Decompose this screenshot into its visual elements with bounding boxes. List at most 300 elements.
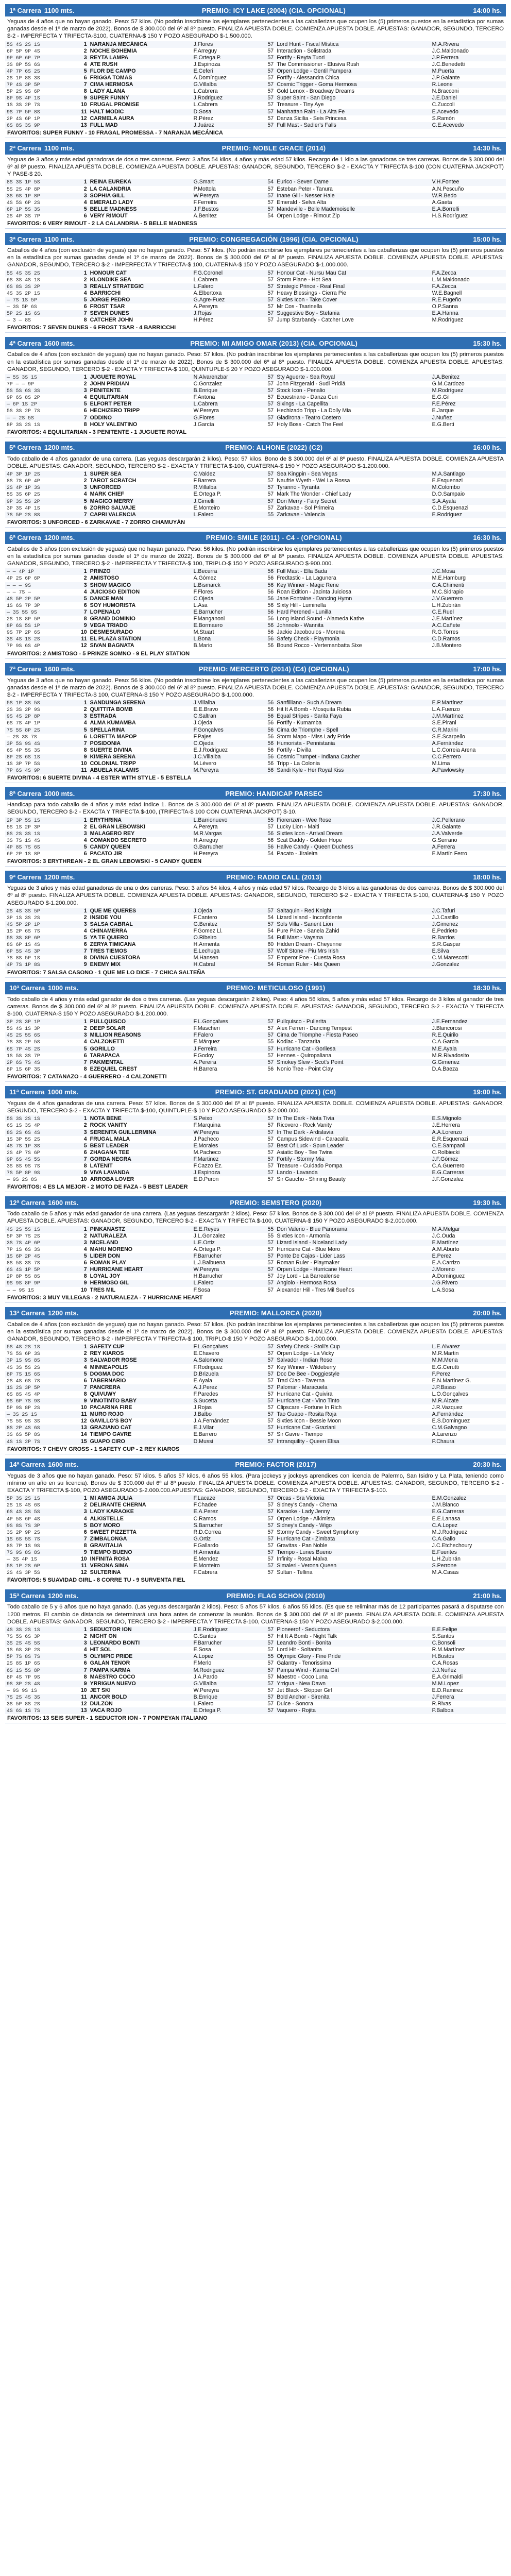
race-header: [5, 142, 506, 155]
runner-pedigree: Lando - Lavanda: [277, 1170, 318, 1176]
runner-row: [5, 1039, 506, 1045]
runner-weight: 57: [267, 381, 274, 387]
runner-horse: LEONARDO BONTI: [90, 1640, 140, 1647]
runner-jockey: J.A.Fernández: [193, 1418, 229, 1425]
race-header-left: [9, 144, 74, 152]
runner-record: — 3S 5S 9S: [7, 609, 37, 615]
runner-horse: ODDINO: [90, 414, 112, 421]
runner-record: 8P 6S 5S 1P: [7, 623, 40, 629]
runner-record: — 9S 2S 8S: [7, 1177, 37, 1183]
runner-trainer: S.R.Gaspar: [432, 941, 461, 948]
runners-table: [5, 1115, 506, 1183]
runner-pedigree: Heavy Blessings - Cierra Pie: [277, 290, 347, 296]
runner-horse: CALZONETTI: [90, 1039, 125, 1045]
runner-pedigree: Sandi Kyle - Her Royal Kiss: [277, 767, 344, 774]
runner-record: 3S 2P 9P 2S: [7, 1529, 40, 1535]
runner-horse: DULZÓN: [90, 1701, 113, 1707]
runner-number: 4: [83, 1364, 87, 1370]
runner-horse: VEGA TRIADO: [90, 622, 128, 629]
runner-trainer: C.R.Marini: [432, 726, 458, 733]
runner-weight: 57: [267, 185, 274, 192]
runner-number: 5: [83, 1522, 87, 1529]
runner-record: — 3S 5P 6S: [7, 304, 37, 310]
runner-trainer: L.M.Maldonado: [432, 276, 470, 283]
runner-row: [5, 955, 506, 961]
runner-jockey: J.Villalba: [193, 700, 215, 706]
runner-record: 2S 4S 3P 5S: [7, 1570, 40, 1576]
runner-weight: 57: [267, 491, 274, 498]
runner-row: [5, 629, 506, 636]
runner-jockey: R.Pérez: [193, 115, 213, 122]
runner-record: 1S 3S 2P 7S: [7, 102, 40, 108]
runner-jockey: F.Falero: [193, 1032, 213, 1039]
race-header: [5, 1196, 506, 1209]
runner-trainer: J.G.Rivero: [432, 1280, 458, 1286]
runner-row: [5, 1149, 506, 1156]
runner-row: [5, 1694, 506, 1701]
runner-trainer: J.Nuñez: [432, 414, 452, 421]
runner-horse: VERONA SIMA: [90, 1563, 128, 1569]
runner-pedigree: Sanfilliano - Such A Dream: [277, 700, 342, 706]
runner-record: 2S 4P 7S 6P: [7, 1149, 40, 1156]
runner-horse: PULLQUISCO: [90, 1019, 126, 1025]
runner-number: 1: [83, 1115, 87, 1122]
runner-weight: 57: [267, 1357, 274, 1364]
runner-jockey: E.E.Reyes: [193, 1226, 219, 1232]
runner-horse: HALT MODIC: [90, 108, 124, 115]
runner-weight: 57: [267, 907, 274, 914]
runner-weight: 57: [267, 1350, 274, 1357]
runner-weight: 57: [267, 61, 274, 67]
runner-trainer: A.C.Cañete: [432, 622, 461, 629]
runner-horse: FLOR DE CAMPO: [90, 67, 136, 74]
runner-weight: 57: [267, 1556, 274, 1563]
runner-record: 3S 6S 1P 8P: [7, 193, 40, 199]
runner-record: 6P 2P 1S 8P: [7, 851, 40, 857]
runner-trainer: C.M.Galvagno: [432, 1425, 467, 1431]
runner-number: 6: [83, 1529, 87, 1535]
runner-trainer: A.Dominguez: [432, 1273, 465, 1280]
runner-number: 5: [83, 206, 87, 212]
runner-number: 3: [83, 1032, 87, 1039]
race-prize: PREMIO: METICULOSO (1991): [226, 984, 326, 992]
runner-record: 2P 8P 5S 8S: [7, 1274, 40, 1280]
runner-jockey: J.Gimelli: [193, 498, 215, 504]
runner-jockey: C.Ojeda: [193, 740, 214, 747]
runner-number: 13: [80, 1707, 87, 1714]
runner-pedigree: Hallve Candy - Queen Duchess: [277, 843, 353, 850]
race-block: [5, 1307, 506, 1454]
runner-record: 1S 6S 7P 3P: [7, 602, 40, 608]
runner-pedigree: Stormy Candy - Sweet Symphony: [277, 1529, 359, 1535]
runner-horse: CANDY QUEEN: [90, 843, 130, 850]
runner-record: 2S 4S 3S 5P: [7, 908, 40, 914]
runner-jockey: F.Antona: [193, 394, 215, 401]
runner-jockey: H.Arreguy: [193, 837, 218, 843]
runner-horse: GRAVITALIA: [90, 1542, 123, 1549]
runner-record: 6S 7P 4S 2S: [7, 1046, 40, 1052]
runner-weight: 55: [267, 511, 274, 518]
runner-weight: 56: [267, 588, 274, 595]
runner-pedigree: Sixties Icon - Arrival Dream: [277, 830, 343, 837]
runner-row: [5, 1556, 506, 1563]
runner-trainer: M.A.Rivera: [432, 41, 459, 47]
runner-number: 2: [83, 1502, 87, 1509]
runner-weight: 57: [267, 1142, 274, 1149]
runner-record: 1S 3P 5S 2S: [7, 1136, 40, 1142]
runner-number: 4: [83, 1039, 87, 1045]
runner-trainer: F.A.Zecca: [432, 283, 456, 290]
runner-horse: ESTRADA: [90, 713, 116, 720]
runner-jockey: E.Barrero: [193, 1431, 217, 1438]
runner-row: [5, 61, 506, 68]
runner-horse: EL PLAZA STATION: [90, 636, 141, 642]
runner-trainer: J.F.Gómez: [432, 1156, 458, 1162]
runner-jockey: F.Sosa: [193, 1286, 210, 1293]
runner-trainer: F.Perez: [432, 1370, 451, 1377]
runner-pedigree: Super Saint - San Diego: [277, 95, 336, 101]
runner-record: 3S 8S 9S 7S: [7, 1163, 40, 1169]
runner-trainer: M.Rodríguez: [432, 317, 464, 324]
runner-weight: 56: [267, 642, 274, 649]
runner-pedigree: Pure Prize - Sanela Zahid: [277, 928, 339, 935]
race-conditions: Yeguas de 3 años y más edad ganadoras de una o dos carreras. Peso: 3 años 54 kilos, 4 años y más edad 57 kilos. Recargo de 3 kilos a las ganadoras de dos carreras. Bonos de $ 300.000 del 6º al 8º puesto. FINALIZA APUESTA DOBLE. COMIENZA APUESTA DOBLE. APUESTAS: GANADOR, SEGUNDO, TERCERO $-2 - EXACTA Y TRIFECTA $-100, CUATERNA-$ 150 Y POZO ASEGURADO $-1.200.000.: [7, 885, 504, 906]
race-header: [5, 1086, 506, 1098]
runner-jockey: B.Enrique: [193, 387, 218, 394]
runner-pedigree: Sidney's Candy - Cherna: [277, 1502, 337, 1509]
runner-trainer: J.P.Galante: [432, 75, 460, 81]
runner-row: [5, 505, 506, 512]
runner-trainer: J.P.Basso: [432, 1384, 456, 1391]
runner-jockey: L.Falero: [193, 1701, 214, 1707]
runner-trainer: A.Fernández: [432, 1411, 464, 1418]
race-favorites: FAVORITOS: SUPER FUNNY - 10 FRAGAL PROMESSA - 7 NARANJA MECÁNICA: [5, 129, 506, 138]
race-prize: PREMIO: CONGREGACIÓN (1996) (CIA. OPCIONAL): [189, 235, 359, 243]
race-favorites: FAVORITOS: 3 UNFORCED - 6 ZARKAVAE - 7 ZORRO CHAMUYÁN: [5, 518, 506, 528]
runner-weight: 57: [267, 921, 274, 927]
runner-horse: OLYMPIC PRIDE: [90, 1653, 133, 1660]
runner-number: 1: [83, 179, 87, 185]
race-time: 16:00 hs.: [473, 444, 502, 452]
runner-pedigree: Sea Kingpin - Sea Vegas: [277, 471, 337, 478]
runner-record: — 7S 1S 5P: [7, 297, 37, 303]
runner-horse: SOPHIA GILL: [90, 192, 125, 199]
runner-number: 3: [83, 830, 87, 837]
runner-trainer: W.E.Bagnell: [432, 290, 462, 296]
race-header-left: [9, 665, 75, 673]
runner-horse: GORDA NEGRA: [90, 1156, 131, 1162]
race-block: [5, 982, 506, 1082]
runner-trainer: R.G.Torres: [432, 629, 458, 636]
runner-jockey: E.Lechuga: [193, 948, 220, 955]
runner-pedigree: Mr Cos - Tsarinella: [277, 303, 322, 310]
runner-weight: 55: [267, 1653, 274, 1660]
runner-horse: AMISTOSO: [90, 575, 119, 582]
runner-jockey: H.Armenta: [193, 941, 220, 948]
race-block: [5, 663, 506, 784]
runner-row: [5, 747, 506, 754]
race-conditions: Yeguas de 3 años y más edad ganadoras de dos o tres carreras. Peso: 3 años 54 kilos, 4 años y más edad 57 kilos. Recargo de 1 kilo a las ganadoras de tres carreras. Bonos de $ 300.000 del 6º al 8º puesto. FINALIZA APUESTA DOBLE. COMIENZA APUESTA DOBLE. APUESTAS: GANADOR, SEGUNDO, TERCERO $-2 - EXACTA Y TRIFECTA $-100 (CON CUATERNA JACKPOT) Y PASE-$ 20.: [7, 156, 504, 178]
runner-weight: 56: [267, 706, 274, 713]
runner-row: [5, 1378, 506, 1384]
runner-horse: HECHIZERO TRIPP: [90, 408, 140, 414]
runners-table: [5, 700, 506, 774]
runner-weight: 57: [267, 192, 274, 199]
runner-row: [5, 303, 506, 310]
runner-pedigree: Hit It A Bomb - Night Talk: [277, 1633, 337, 1640]
runner-horse: DOGMA DOC: [90, 1370, 125, 1377]
runner-number: 2: [83, 1025, 87, 1032]
runner-row: [5, 824, 506, 831]
runner-horse: FRUGAL PROMISE: [90, 101, 140, 108]
runner-horse: SALSA CABRAL: [90, 921, 133, 927]
runner-weight: 57: [267, 1667, 274, 1673]
race-header-left: [9, 534, 75, 541]
runner-number: 6: [83, 851, 87, 857]
runner-pedigree: Storm Mapo - Miss Lady Pride: [277, 733, 350, 740]
race-time: 14:30 hs.: [473, 144, 502, 152]
runner-pedigree: Zarkavae - Sol Primeira: [277, 504, 334, 511]
runner-trainer: W.R.Bedo: [432, 192, 457, 199]
race-block: [5, 1196, 506, 1302]
runners-table: [5, 1344, 506, 1445]
runner-trainer: E.A.Carrizo: [432, 1260, 460, 1266]
race-conditions: Handicap para todo caballo de 4 años y más edad índice 1. Bonos de $ 300.000 del 6º al 8º puesto. FINALIZA APUESTA DOBLE. COMIENZA APUESTA DOBLE. APUESTAS: GANADOR, SEGUNDO, TERCERO $-2 - EXACTA Y TRIFECTA $-100, (TRIFECTA-$ 100 CON CUATERNA JACKPOT) $-10.: [7, 802, 504, 816]
runner-weight: 57: [267, 1052, 274, 1059]
runner-pedigree: Orpen Lodge - Hurricane Heart: [277, 1266, 352, 1273]
runner-row: [5, 88, 506, 95]
runner-number: 3: [83, 582, 87, 588]
runner-row: [5, 1176, 506, 1183]
runner-pedigree: In The Dark - Nota Tivia: [277, 1115, 334, 1122]
runner-trainer: A.Gaeta: [432, 199, 452, 206]
runner-horse: SPELLARINA: [90, 726, 125, 733]
runner-row: [5, 1344, 506, 1350]
runner-horse: MALAGERO REY: [90, 830, 135, 837]
race-block: [5, 4, 506, 138]
runner-record: 8P 1S 6P 3S: [7, 1066, 40, 1072]
runner-jockey: A.Pereyra: [193, 823, 218, 830]
race-distance: 1100 mts.: [44, 6, 75, 14]
runner-trainer: M.E.Hamburg: [432, 575, 466, 582]
runner-weight: 56: [267, 595, 274, 602]
runner-row: [5, 415, 506, 421]
runners-table: [5, 908, 506, 969]
runner-horse: GAVILLO'S BOY: [90, 1418, 132, 1425]
runner-horse: HIT SOL: [90, 1647, 112, 1653]
runner-record: — 6P 1S 2P: [7, 401, 37, 408]
runner-number: 12: [80, 642, 87, 649]
runner-pedigree: Emerald - Selva Alta: [277, 199, 327, 206]
runner-record: 7P 1S 6S 3S: [7, 1246, 40, 1252]
race-distance: 1200 mts.: [44, 534, 75, 542]
runner-record: 8P 3S 2S 1S: [7, 421, 40, 428]
race-header-left: [9, 984, 78, 992]
runner-record: 5S 4S 2S 1S: [7, 1344, 40, 1350]
race-favorites: FAVORITOS: 7 SALSA CASONO - 1 QUE ME LO DICE - 7 CHICA SALTEÑA: [5, 969, 506, 978]
runner-weight: 57: [267, 1569, 274, 1576]
runner-jockey: J.Flores: [193, 41, 213, 47]
race-header-left: [9, 1592, 78, 1600]
runner-jockey: G.Villalba: [193, 1680, 217, 1687]
runner-record: — 3S 4P 1S: [7, 1556, 37, 1563]
runner-number: 3: [83, 1509, 87, 1515]
runner-row: [5, 1053, 506, 1059]
runner-pedigree: Cima de Triomphe - Spell: [277, 726, 338, 733]
runner-horse: CAPRI VALENCIA: [90, 511, 136, 518]
runner-weight: 57: [267, 1122, 274, 1129]
runner-number: 5: [83, 498, 87, 504]
runner-number: 3: [83, 54, 87, 61]
runner-weight: 57: [267, 303, 274, 310]
runner-row: [5, 1364, 506, 1371]
runner-record: 3S 5P 8S 2S: [7, 1701, 40, 1707]
runner-pedigree: Leandro Bonti - Bonita: [277, 1640, 331, 1647]
runner-trainer: A.N.Pescuño: [432, 185, 464, 192]
runner-trainer: J.R.Vazquez: [432, 1404, 463, 1411]
runner-row: [5, 421, 506, 428]
runner-horse: TAROT SCRATCH: [90, 478, 137, 484]
runners-table: [5, 374, 506, 428]
runner-pedigree: Treasure - Cuidado Pompa: [277, 1163, 343, 1169]
runner-row: [5, 381, 506, 387]
runner-row: [5, 471, 506, 478]
runner-weight: 57: [267, 1680, 274, 1687]
runner-row: [5, 831, 506, 837]
runner-number: 6: [83, 1260, 87, 1266]
runner-horse: PACARINA FIRE: [90, 1404, 132, 1411]
runner-row: [5, 1667, 506, 1674]
runner-pedigree: Yrrigua - New Dawn: [277, 1680, 326, 1687]
runner-jockey: L.J.Balbuena: [193, 1260, 226, 1266]
runner-horse: GUAPO CIRO: [90, 1438, 125, 1445]
runner-record: 3S 7S 4P 6P: [7, 1240, 40, 1246]
runner-jockey: A.Benitez: [193, 212, 217, 219]
runner-trainer: M.A.Santiago: [432, 471, 465, 478]
runner-record: 6P 5S 4S 3P: [7, 948, 40, 955]
race-prize: PREMIO: ALHONE (2022) (C2): [225, 444, 323, 452]
runner-weight: 57: [267, 504, 274, 511]
runner-row: [5, 1384, 506, 1391]
race-number: 14ª Carrera: [9, 1461, 45, 1469]
runner-number: 5: [83, 1045, 87, 1052]
runner-jockey: W.Pereyra: [193, 1687, 219, 1693]
runner-pedigree: Sir Gaucho - Shining Beauty: [277, 1176, 346, 1183]
runner-horse: MAESTRO COCO: [90, 1673, 135, 1680]
runner-horse: ARROBA LOVER: [90, 1176, 134, 1183]
race-header: [5, 233, 506, 245]
runner-number: 5: [83, 1253, 87, 1260]
runner-number: 8: [83, 1391, 87, 1397]
runner-number: 4: [83, 61, 87, 67]
runner-jockey: A.Pereira: [193, 1059, 216, 1065]
runner-horse: VINOTINTO BABY: [90, 1397, 137, 1404]
runner-weight: 57: [267, 1266, 274, 1273]
race-number: 10ª Carrera: [9, 984, 45, 992]
runner-record: 4S 5P 2P 5P: [7, 596, 40, 602]
race-prize: PREMIO: RADIO CALL (2013): [226, 873, 322, 881]
runner-jockey: F.Cantero: [193, 914, 217, 921]
runner-jockey: L.Falero: [193, 1280, 214, 1286]
runner-weight: 57: [267, 1136, 274, 1142]
runner-pedigree: Jump Starbandy - Catcher Love: [277, 317, 354, 324]
runner-weight: 57: [267, 1404, 274, 1411]
runner-pedigree: Sixties Icon - Bessie Moon: [277, 1418, 342, 1425]
runner-jockey: F.Paredes: [193, 1391, 218, 1397]
runner-jockey: J.Ojeda: [193, 907, 213, 914]
runner-jockey: A.Salomone: [193, 1357, 224, 1364]
race-header-left: [9, 873, 75, 881]
runner-number: 4: [83, 1515, 87, 1522]
race-block: [5, 142, 506, 229]
runner-row: [5, 199, 506, 206]
runner-jockey: G.Flores: [193, 414, 215, 421]
runner-horse: SUPER SEA: [90, 471, 122, 478]
runner-number: 2: [83, 1350, 87, 1357]
runner-record: 4P 5S 6P 4S: [7, 1516, 40, 1522]
runner-jockey: J.Ojeda: [193, 720, 213, 726]
runner-trainer: G.Gimenez: [432, 1059, 460, 1065]
runner-horse: COLONIAL TRIPP: [90, 760, 136, 767]
runner-weight: 56: [267, 720, 274, 726]
runner-trainer: E.S.Dominguez: [432, 1418, 470, 1425]
runner-pedigree: Lizard Island - Inconfidente: [277, 914, 343, 921]
runner-row: [5, 1019, 506, 1025]
runner-weight: 57: [267, 1502, 274, 1509]
runner-row: [5, 1260, 506, 1266]
race-time: 21:00 hs.: [473, 1591, 502, 1600]
runner-pedigree: Scat Daddy - Golden Hope: [277, 837, 342, 843]
runner-record: — — 7S —: [7, 589, 31, 595]
runner-row: [5, 596, 506, 602]
runner-number: 4: [83, 1136, 87, 1142]
runner-jockey: G.Agre-Fuez: [193, 296, 225, 303]
runner-trainer: J.Gonzalez: [432, 961, 459, 968]
runner-jockey: F.Lacaze: [193, 1495, 215, 1502]
runner-trainer: J.B.Montero: [432, 642, 462, 649]
runner-number: 4: [83, 290, 87, 296]
runner-record: 4S 6S 1S 7S: [7, 1708, 40, 1714]
runner-weight: 57: [267, 1693, 274, 1700]
race-time: 15:00 hs.: [473, 235, 502, 243]
runner-trainer: M.M.Lopez: [432, 1680, 459, 1687]
runner-jockey: J.Juárez: [193, 122, 214, 128]
runner-trainer: E.S.Mignolo: [432, 1115, 462, 1122]
race-number: 7ª Carrera: [9, 665, 41, 673]
runner-pedigree: Ponte De Cajas - Lider Lass: [277, 1253, 345, 1260]
runner-jockey: W.Pereyra: [193, 1266, 219, 1273]
runner-horse: INFINITA ROSA: [90, 1556, 130, 1563]
runner-weight: 57: [267, 1163, 274, 1169]
runner-jockey: J.Ferreira: [193, 1045, 217, 1052]
runner-horse: NOCHE BOHEMIA: [90, 47, 137, 54]
runner-trainer: D.A.Baeza: [432, 1065, 458, 1072]
runner-record: 5S 3S 8P 6P: [7, 935, 40, 941]
runner-horse: HONOUR CAT: [90, 269, 127, 276]
runner-row: [5, 101, 506, 108]
runner-jockey: G.Ortiz: [193, 1535, 211, 1542]
runner-pedigree: Sixties Icon - Armonía: [277, 1232, 330, 1239]
runner-number: 7: [83, 511, 87, 518]
runner-pedigree: Campus Sidewind - Caracalla: [277, 1136, 349, 1142]
race-time: 17:30 hs.: [473, 789, 502, 798]
runner-jockey: H.Barrera: [193, 1065, 217, 1072]
runner-jockey: A.Elbertoxa: [193, 290, 222, 296]
runner-number: 7: [83, 414, 87, 421]
runner-record: 7S 5S 8P 2S: [7, 727, 40, 733]
runner-weight: 56: [267, 830, 274, 837]
runner-row: [5, 636, 506, 642]
